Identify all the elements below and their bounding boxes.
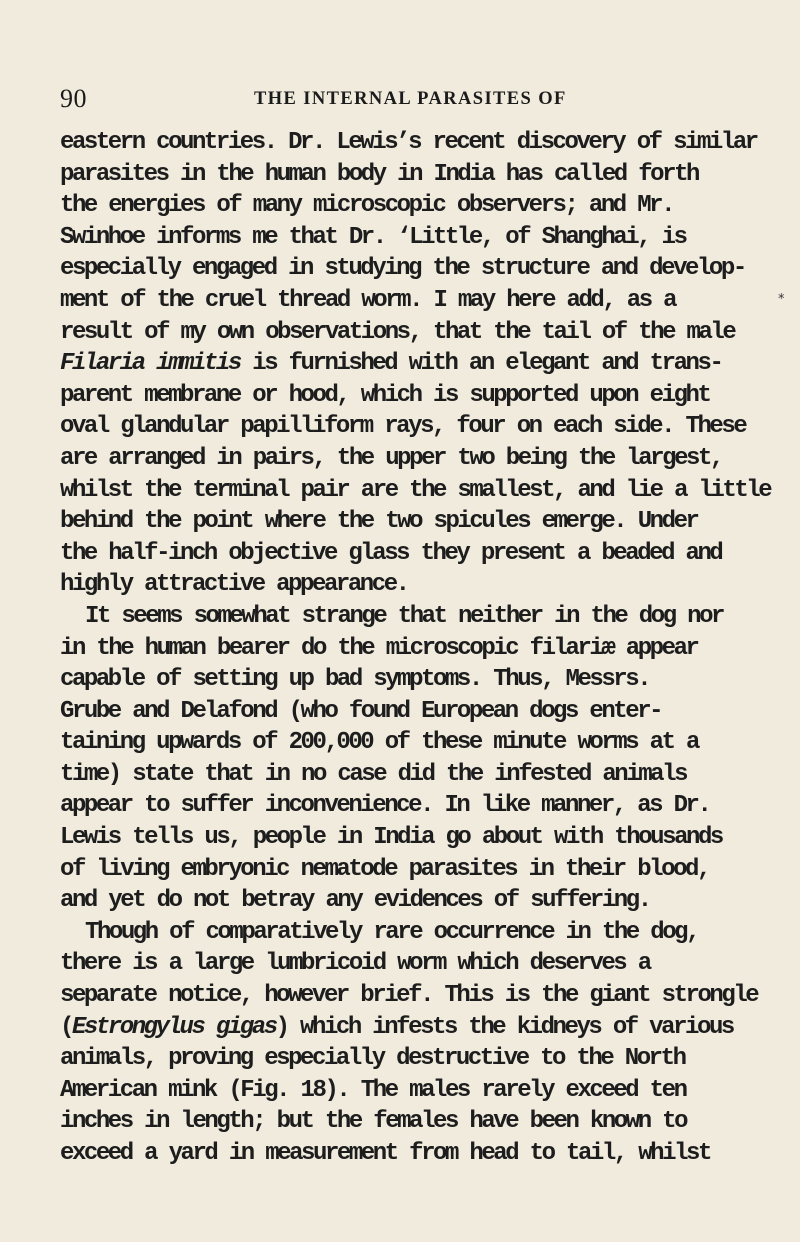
page-header bbox=[60, 84, 760, 114]
text-line: are arranged in pairs, the upper two being the largest, bbox=[60, 444, 722, 472]
text-line: Lewis tells us, people in India go about with thousands bbox=[60, 824, 722, 852]
text-line: oval glandular papilliform rays, four on each side. These bbox=[60, 413, 746, 441]
text-line: and yet do not betray any evidences of suffering. bbox=[60, 887, 650, 915]
text-line: eastern countries. Dr. Lewis’s recent discovery of similar bbox=[60, 129, 757, 156]
paragraph-start-line: It seems somewhat strange that neither in the dog nor bbox=[85, 602, 723, 630]
text-line: animals, proving especially destructive to the North bbox=[60, 1045, 685, 1073]
body-text bbox=[60, 127, 780, 1170]
text-line: exceed a yard in measurement from head to tail, whilst bbox=[60, 1140, 710, 1167]
text-line: especially engaged in studying the structure and develop- bbox=[60, 255, 745, 283]
text-line: taining upwards of 200,000 of these minute worms at a bbox=[60, 729, 698, 757]
text-line: of living embryonic nematode parasites in their blood, bbox=[60, 855, 709, 883]
running-title: THE INTERNAL PARASITES OF bbox=[254, 89, 567, 109]
text-line: appear to suffer inconvenience. In like manner, as Dr. bbox=[60, 792, 710, 820]
text-line: American mink (Fig. 18). The males rarely exceed ten bbox=[60, 1076, 686, 1104]
text-line: behind the point where the two spicules emerge. Under bbox=[60, 508, 698, 536]
text-line: there is a large lumbricoid worm which deserves a bbox=[60, 950, 650, 978]
text-line: Grube and Delafond (who found European dogs enter- bbox=[60, 697, 662, 725]
text-line: parent membrane or hood, which is supported upon eight bbox=[60, 381, 710, 409]
text-line: the half-inch objective glass they present a beaded and bbox=[60, 539, 722, 567]
text-line: Filaria immitis is furnished with an elegant and trans- bbox=[60, 350, 722, 378]
margin-asterisk-mark: * bbox=[778, 292, 785, 307]
text-line: highly attractive appearance. bbox=[60, 571, 408, 599]
text-line: result of my own observations, that the tail of the male bbox=[60, 318, 735, 346]
text-line: inches in length; but the females have been known to bbox=[60, 1108, 687, 1136]
text-line: Swinhoe informs me that Dr. ‘Little, of Shanghai, is bbox=[60, 223, 686, 251]
text-line: capable of setting up bad symptoms. Thus, Messrs. bbox=[60, 666, 650, 694]
text-line: in the human bearer do the microscopic filariæ appear bbox=[60, 634, 698, 662]
paragraph-start-line: Though of comparatively rare occurrence in the dog, bbox=[85, 918, 699, 946]
page-number: 90 bbox=[60, 84, 87, 113]
text-line: the energies of many microscopic observers; and Mr. bbox=[60, 192, 674, 220]
text-line: whilst the terminal pair are the smallest, and lie a little bbox=[60, 476, 771, 504]
text-line: ment of the cruel thread worm. I may here add, as a bbox=[60, 286, 676, 314]
text-line: parasites in the human body in India has called forth bbox=[60, 160, 698, 188]
species-name-italic: Filaria immitis bbox=[60, 350, 240, 378]
text-line: separate notice, however brief. This is the giant strongle bbox=[60, 982, 758, 1010]
species-name-italic: Estrongylus gigas bbox=[71, 1013, 276, 1041]
text-line: time) state that in no case did the infested animals bbox=[60, 760, 687, 788]
text-line: (Estrongylus gigas) which infests the kidneys of various bbox=[60, 1013, 733, 1041]
